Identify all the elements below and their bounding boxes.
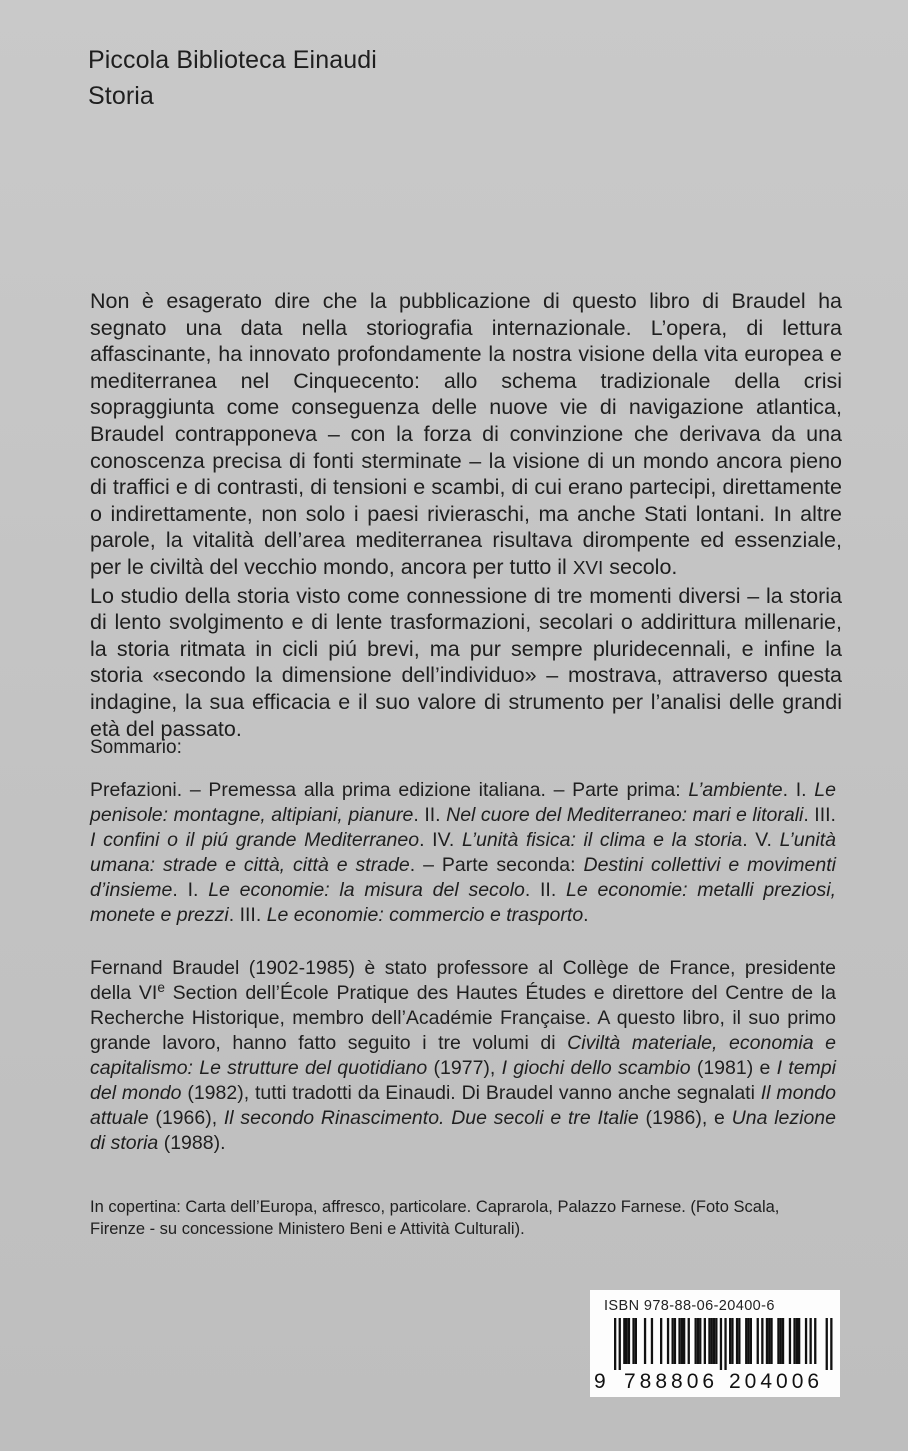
barcode-bar xyxy=(626,1318,628,1364)
barcode-bar xyxy=(782,1318,784,1364)
series-subtitle: Storia xyxy=(88,82,154,110)
barcode-bar xyxy=(688,1318,690,1364)
summary-heading: Sommario: xyxy=(90,737,182,758)
barcode-bar xyxy=(768,1318,770,1364)
barcode-bar xyxy=(678,1318,680,1364)
barcode-bar xyxy=(632,1318,634,1364)
isbn-text: ISBN 978-88-06-20400-6 xyxy=(604,1298,775,1314)
barcode-bar xyxy=(826,1318,828,1370)
barcode-bar xyxy=(793,1318,795,1364)
barcode-bar xyxy=(757,1318,759,1364)
barcode-bar xyxy=(750,1318,752,1364)
barcode-digit-prefix: 9 xyxy=(594,1370,607,1393)
barcode-bar xyxy=(780,1318,782,1364)
barcode-bar xyxy=(798,1318,800,1364)
barcode-bar xyxy=(766,1318,768,1364)
barcode-bar xyxy=(628,1318,630,1364)
barcode-digits-right: 204006 xyxy=(729,1370,824,1393)
barcode-bar xyxy=(713,1318,715,1364)
barcode-bar xyxy=(681,1318,683,1364)
barcode-bar xyxy=(724,1318,726,1370)
barcode-bar xyxy=(729,1318,731,1364)
barcode-bar xyxy=(699,1318,701,1364)
barcode-bar xyxy=(674,1318,676,1364)
barcode-bar xyxy=(770,1318,772,1364)
table-of-contents: Prefazioni. – Premessa alla prima edizione italiana. – Parte prima: L’ambiente. I. Le penisole: montagne, altipiani, pianure. II. Nel cuore del Mediterraneo: mari e litorali. III. I confini o il piú grande Mediterraneo. IV. L’unità fisica: il clima e la storia. V. L’unità umana: strade e città, città e strade. – Parte seconda: Destini collettivi e movimenti d’insieme. I. Le economie: la misura del secolo. II. Le economie: metalli preziosi, monete e prezzi. III. Le economie: commercio e trasporto. xyxy=(90,779,837,926)
series-header xyxy=(88,42,377,114)
barcode-bar xyxy=(736,1318,738,1364)
barcode-bar xyxy=(651,1318,653,1364)
barcode-bar xyxy=(720,1318,722,1370)
barcode-bar xyxy=(731,1318,733,1364)
barcode-bar xyxy=(619,1318,621,1370)
barcode-bar xyxy=(697,1318,699,1364)
barcode-bar xyxy=(789,1318,791,1364)
barcode-bar xyxy=(738,1318,740,1364)
barcode-bar xyxy=(761,1318,763,1364)
barcode-bar xyxy=(711,1318,713,1364)
barcode-bar xyxy=(683,1318,685,1364)
description-paragraph-2: Lo studio della storia visto come connessione di tre momenti diversi – la storia di lento svolgimento e di lente trasformazioni, secolari o addirittura millenarie, la storia ritmata in cicli piú brevi, ma pur sempre pluridecennali, e infine la storia «secondo la dimensione dell’individuo» – mostrava, attraverso questa indagine, la sua efficacia e il suo valore di strumento per l’analisi delle grandi età del passato. xyxy=(90,583,842,741)
barcode-bar xyxy=(614,1318,616,1370)
barcode-bar xyxy=(747,1318,749,1364)
book-description xyxy=(90,288,842,742)
barcode-bar xyxy=(644,1318,646,1364)
barcode-bar xyxy=(805,1318,807,1364)
barcode-icon xyxy=(592,1318,838,1370)
barcode-bar xyxy=(796,1318,798,1364)
barcode-bar xyxy=(810,1318,812,1364)
barcode-bar xyxy=(830,1318,832,1370)
barcode-bar xyxy=(715,1318,717,1364)
barcode-bar xyxy=(745,1318,747,1364)
barcode-digits-left: 788806 xyxy=(624,1370,719,1393)
cover-credit: In copertina: Carta dell’Europa, affresco, particolare. Caprarola, Palazzo Farnese. (Foto Scala, Firenze - su concessione Ministero Beni e Attività Culturali). xyxy=(90,1198,780,1238)
author-bio: Fernand Braudel (1902-1985) è stato professore al Collège de France, presidente della VIe Section dell’École Pratique des Hautes Études e direttore del Centre de la Recherche Historique, membro dell’Académie Française. A questo libro, il suo primo grande lavoro, hanno fatto seguito i tre volumi di Civiltà materiale, economia e capitalismo: Le strutture del quotidiano (1977), I giochi dello scambio (1981) e I tempi del mondo (1982), tutti tradotti da Einaudi. Di Braudel vanno anche segnalati Il mondo attuale (1966), Il secondo Rinascimento. Due secoli e tre Italie (1986), e Una lezione di storia (1988). xyxy=(90,957,837,1154)
barcode-bar xyxy=(672,1318,674,1364)
barcode-bar xyxy=(635,1318,637,1364)
barcode-bar xyxy=(777,1318,779,1364)
barcode-bar xyxy=(814,1318,816,1364)
barcode-bar xyxy=(708,1318,710,1364)
barcode-bar xyxy=(660,1318,662,1364)
barcode-label xyxy=(590,1290,840,1397)
barcode-bar xyxy=(704,1318,706,1364)
description-paragraph-1: Non è esagerato dire che la pubblicazione di questo libro di Braudel ha segnato una data nella storiografia internazionale. L’opera, di lettura affascinante, ha innovato profondamente la nostra visione della vita europea e mediterranea nel Cinquecento: allo schema tradizionale della crisi sopraggiunta come conseguenza delle nuove vie di navigazione atlantica, Braudel contrapponeva – con la forza di convinzione che derivava da una conoscenza precisa di fonti sterminate – la visione di un mondo ancora pieno di traffici e di contrasti, di tensioni e scambi, di cui erano partecipi, direttamente o indirettamente, non solo i paesi rivieraschi, ma anche Stati lontani. In altre parole, la vitalità dell’area mediterranea risultava dirompente ed essenziale, per le civiltà del vecchio mondo, ancora per tutto il XVI secolo. xyxy=(90,289,842,579)
series-title: Piccola Biblioteca Einaudi xyxy=(88,46,377,74)
barcode-bar xyxy=(667,1318,669,1364)
barcode-bar xyxy=(623,1318,625,1364)
barcode-bar xyxy=(695,1318,697,1364)
